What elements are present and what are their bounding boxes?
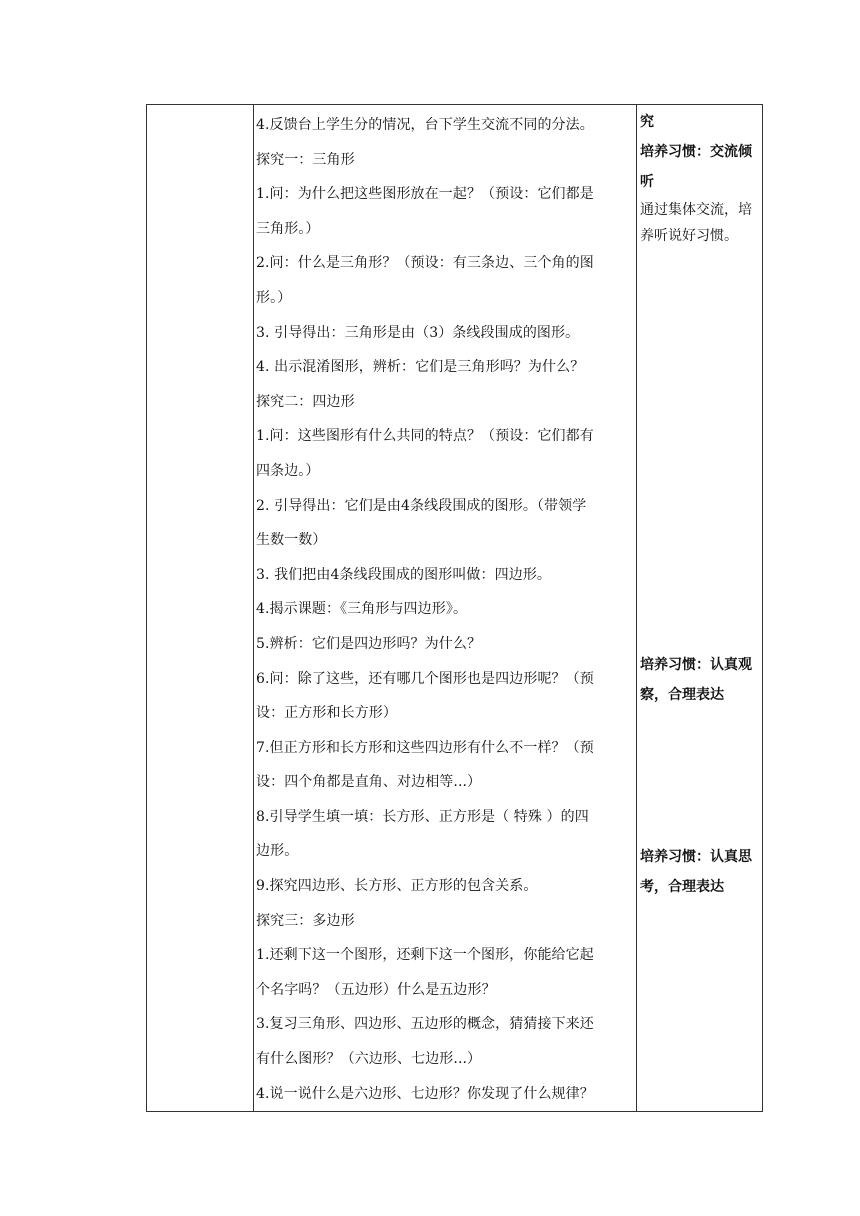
text-line: 4.揭示课题：《三角形与四边形》。 <box>256 601 468 618</box>
text-line: 2.问：什么是三角形？（预设：有三条边、三个角的图 <box>256 255 594 272</box>
note-text: 察，合理表达 <box>640 687 724 703</box>
text-line: 4. 出示混淆图形，辨析：它们是三角形吗？为什么？ <box>256 359 585 376</box>
text-line: 4.说一说什么是六边形、七边形？你发现了什么规律？ <box>256 1085 594 1102</box>
table-row <box>147 105 763 1112</box>
note-text: 养听说好习惯。 <box>640 228 738 244</box>
text-line: 个名字吗？（五边形）什么是五边形？ <box>256 981 496 998</box>
text-line: 三角形。） <box>256 220 320 237</box>
text-line: 形。） <box>256 289 292 306</box>
text-line: 3.复习三角形、四边形、五边形的概念，猜猜接下来还 <box>256 1016 594 1033</box>
text-line: 5.辨析：它们是四边形吗？为什么？ <box>256 635 482 652</box>
text-line: 9.探究四边形、长方形、正方形的包含关系。 <box>256 878 538 895</box>
text-line: 探究二：四边形 <box>256 393 355 410</box>
note-text: 培养习惯：认真观 <box>640 657 752 673</box>
note-observe-express <box>640 650 762 710</box>
text-line: 6.问：除了这些，还有哪几个图形也是四边形呢？（预 <box>256 670 594 687</box>
text-line: 设：四个角都是直角、对边相等...） <box>256 774 482 791</box>
intent-notes <box>637 105 762 1101</box>
note-text: 究 <box>640 114 654 130</box>
text-line: 生数一数） <box>256 532 327 549</box>
text-line: 3. 引导得出：三角形是由（3）条线段围成的图形。 <box>256 324 580 341</box>
text-line: 四条边。） <box>256 462 320 479</box>
text-line: 8.引导学生填一填：长方形、正方形是（ 特殊 ）的四 <box>256 808 589 825</box>
text-line: 2. 引导得出：它们是由4条线段围成的图形。（带领学 <box>256 497 587 514</box>
text-line: 1.问：为什么把这些图形放在一起？（预设：它们都是 <box>256 186 594 203</box>
text-line: 1.还剩下这一个图形，还剩下这一个图形，你能给它起 <box>256 947 594 964</box>
activity-text <box>254 105 636 1111</box>
text-line: 3. 我们把由4条线段围成的图形叫做：四边形。 <box>256 566 552 583</box>
text-line: 1.问：这些图形有什么共同的特点？（预设：它们都有 <box>256 428 594 445</box>
note-think-express <box>640 842 762 902</box>
text-line: 边形。 <box>256 843 299 860</box>
text-line: 设：正方形和长方形） <box>256 705 397 722</box>
text-line: 7.但正方形和长方形和这些四边形有什么不一样？（预 <box>256 739 594 756</box>
note-text: 听 <box>640 174 654 190</box>
text-line: 探究一：三角形 <box>256 151 355 168</box>
intent-column-cell <box>637 105 763 1112</box>
activity-column-cell <box>254 105 637 1112</box>
stage-column-cell <box>147 105 254 1112</box>
note-exchange-listen <box>640 107 762 249</box>
note-text: 考，合理表达 <box>640 879 724 895</box>
lesson-plan-table <box>146 104 763 1112</box>
text-line: 4.反馈台上学生分的情况，台下学生交流不同的分法。 <box>256 117 594 133</box>
text-line: 有什么图形？（六边形、七边形...） <box>256 1051 482 1068</box>
note-text: 培养习惯：认真思 <box>640 849 752 865</box>
note-text: 通过集体交流，培 <box>640 202 752 218</box>
text-line: 探究三：多边形 <box>256 912 355 929</box>
note-text: 培养习惯：交流倾 <box>640 144 752 160</box>
